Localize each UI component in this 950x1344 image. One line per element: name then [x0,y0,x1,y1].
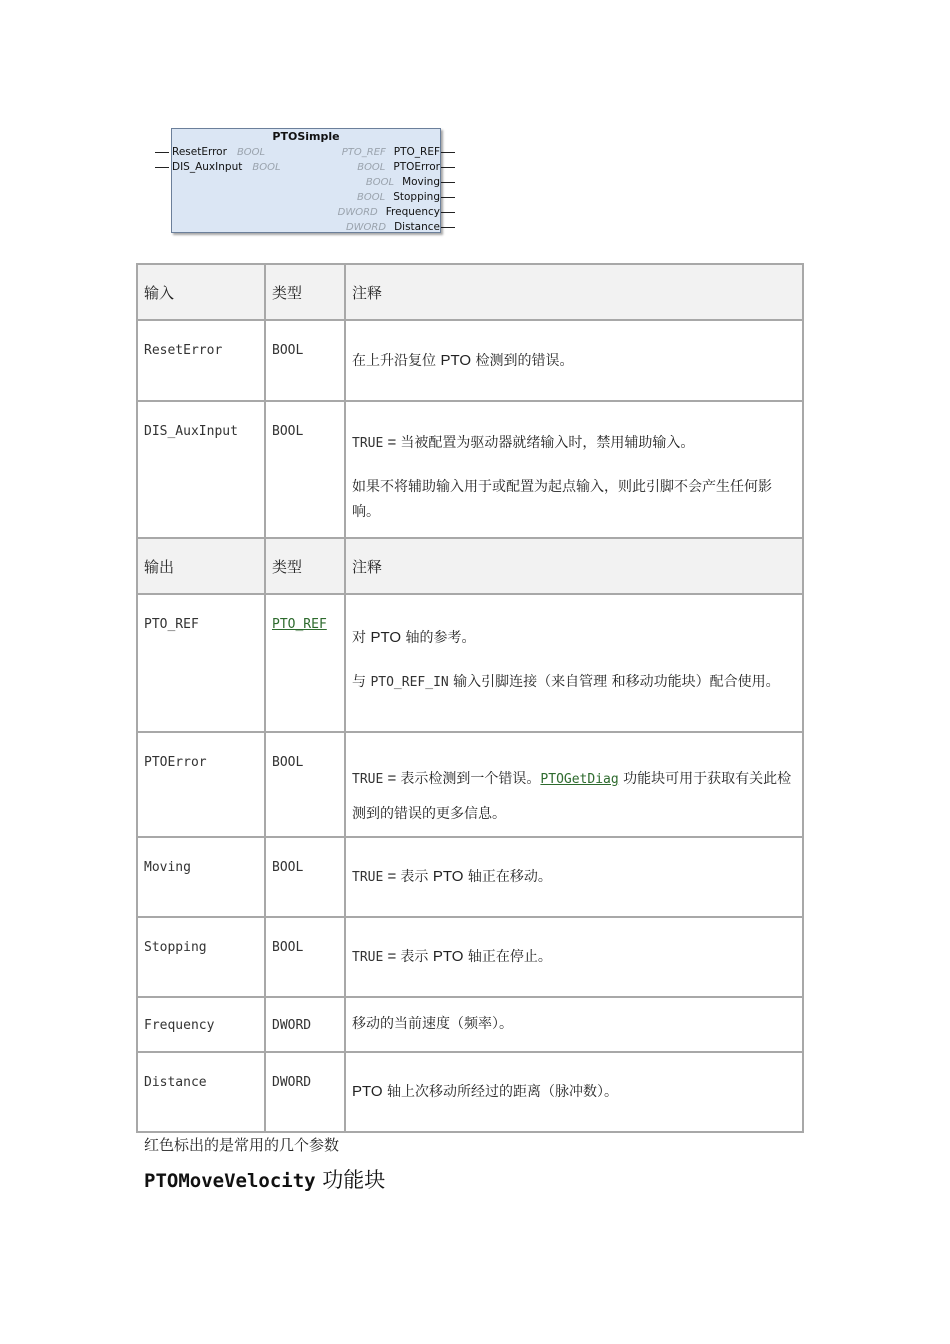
table-row [137,594,803,732]
output-pin-line [441,152,455,153]
note-text: PTO [432,868,464,885]
param-name: Stopping [144,940,207,955]
param-name: Distance [144,1075,207,1090]
output-pin-line [441,197,455,198]
param-type: BOOL [272,424,304,439]
pin-type: BOOL [365,177,395,188]
note-text: TRUE [352,950,384,965]
note-text: PTO [370,629,402,646]
fb-output-pin [342,145,440,160]
note-text: 轴正在移动。 [463,869,552,885]
table-header-row [137,264,803,320]
table-row [137,917,803,997]
table-header-row [137,538,803,594]
header-cell: 注释 [345,538,803,594]
pin-name: ResetError [172,146,227,158]
fb-output-pin [357,160,440,175]
function-block-title: PTOSimple [272,130,340,143]
note-text: 如果不将辅助输入用于或配置为起点输入，则此引脚不会产生任何影响。 [352,479,772,520]
note-text: TRUE [352,436,384,451]
pin-name: PTOError [393,161,440,173]
param-name: PTOError [144,755,207,770]
input-pin-line [155,152,169,153]
note-text: = [383,948,401,965]
pin-type: BOOL [252,162,281,173]
header-cell: 注释 [345,264,803,320]
parameter-table [136,263,804,1133]
output-pin-line [441,182,455,183]
function-block-diagram [150,125,460,240]
note-text: TRUE [352,870,384,885]
note-text: PTO [440,351,472,369]
note-text: 轴上次移动所经过的距离（脉冲数）。 [382,1084,619,1100]
fb-input-pin [172,160,281,175]
section-title [144,1164,385,1194]
pin-type: BOOL [357,162,386,173]
note-text: 检测到的错误。 [471,352,574,369]
fb-output-pin [366,175,440,190]
header-cell: 输出 [137,538,265,594]
pin-type: BOOL [357,192,386,203]
note-text: 表示 [400,949,433,965]
note-text: 输入引脚连接（来自管理 和移动功能块）配合使用。 [448,674,780,690]
note-text: 功能块可用于获取有关此检测到的错误的更多信息。 [352,771,792,822]
param-name: Frequency [144,1017,215,1033]
output-pin-line [441,212,455,213]
section-title-code: PTOMoveVelocity [144,1170,316,1192]
fb-output-pin [346,220,440,235]
note-text: 当被配置为驱动器就绪输入时，禁用辅助输入。 [400,435,695,451]
pin-type: PTO_REF [341,147,386,158]
fb-output-pin [338,205,440,220]
param-type: BOOL [272,940,304,955]
pin-name: Stopping [393,191,440,203]
note-text: 轴的参考。 [401,630,476,646]
header-cell: 输入 [137,264,265,320]
table-row [137,997,803,1052]
table-row [137,401,803,538]
pin-type: DWORD [345,222,387,233]
pin-type: DWORD [337,207,378,218]
param-note [345,997,803,1052]
pin-name: Moving [402,176,440,188]
param-type: DWORD [272,1075,312,1090]
param-type: DWORD [272,1017,312,1033]
pin-name: Frequency [385,206,440,218]
param-note [345,401,803,538]
footnote: 红色标出的是常用的几个参数 [144,1136,340,1154]
table-row [137,1052,803,1132]
note-text: 表示检测到一个错误。 [400,771,541,787]
note-text: 移动的当前速度（频率）。 [352,1016,513,1032]
function-block-box [171,128,441,233]
note-text: = [383,770,401,787]
table-row [137,837,803,917]
param-note [345,732,803,837]
param-name: ResetError [144,343,223,358]
note-text: PTO [432,948,464,965]
pin-type: BOOL [236,147,266,158]
param-type-link[interactable]: PTO_REF [272,617,327,632]
param-type: BOOL [272,755,304,770]
table-row [137,320,803,401]
section-title-suffix: 功能块 [315,1168,386,1192]
param-note [345,917,803,997]
note-text: = [383,868,401,885]
note-text: 轴正在停止。 [463,949,552,965]
param-type: BOOL [272,343,304,358]
ptogetdiag-link[interactable]: PTOGetDiag [540,772,619,787]
note-text: = [383,434,401,451]
param-type: BOOL [272,860,304,875]
param-note [345,320,803,401]
pin-name: PTO_REF [393,146,440,158]
pin-name: Distance [394,221,440,233]
note-text: PTO [352,1083,383,1100]
param-note [345,1052,803,1132]
fb-input-pin [172,145,265,160]
note-text: 表示 [400,869,433,885]
note-text: 对 [352,630,371,646]
output-pin-line [441,167,455,168]
note-text: TRUE [352,772,384,787]
param-note [345,594,803,732]
table-row [137,732,803,837]
header-cell: 类型 [265,538,345,594]
param-name: PTO_REF [144,617,199,632]
param-name: DIS_AuxInput [144,424,238,439]
param-note [345,837,803,917]
header-cell: 类型 [265,264,345,320]
pin-name: DIS_AuxInput [172,161,243,173]
param-name: Moving [144,860,191,875]
fb-output-pin [357,190,440,205]
note-text: 在上升沿复位 [352,352,441,369]
note-text: 与 [352,674,371,690]
note-code: PTO_REF_IN [370,675,449,690]
output-pin-line [441,227,455,228]
input-pin-line [155,167,169,168]
